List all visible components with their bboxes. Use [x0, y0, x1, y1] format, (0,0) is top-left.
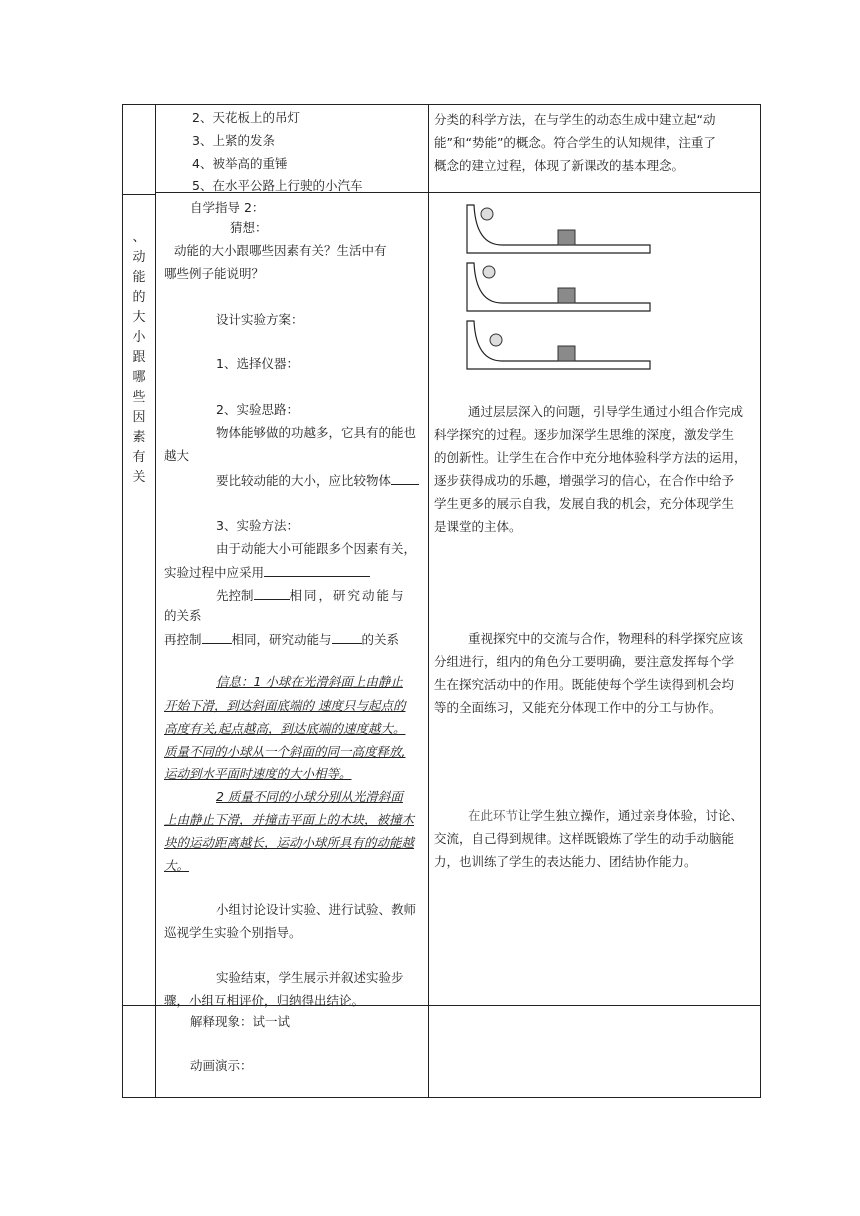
- ramp-experiment-illustration: [462, 200, 662, 372]
- ball-icon: [481, 208, 493, 220]
- method-text: 实验过程中应采用: [164, 565, 265, 580]
- control-text: 再控制: [164, 632, 202, 647]
- control-line: [164, 629, 399, 650]
- question-line: 动能的大小跟哪些因素有关？生活中有: [174, 243, 387, 258]
- discuss-line: 小组讨论设计实验、进行试验、教师: [216, 902, 417, 917]
- answer-blank: [254, 585, 290, 600]
- right-paragraph-line: 是课堂的主体。: [434, 519, 522, 534]
- column-divider-2: [428, 104, 429, 1098]
- prefix-text: 在此环节: [468, 808, 519, 823]
- ramp-diagram-1: [467, 205, 650, 253]
- idea-line: 越大: [164, 448, 190, 463]
- step-heading: 2、实验思路：: [216, 402, 299, 417]
- right-paragraph-line: 通过层层深入的问题，引导学生通过小组合作完成: [468, 404, 744, 419]
- guess-heading: 猜想：: [230, 220, 268, 235]
- side-char: 能: [132, 270, 146, 285]
- info-line: 上由静止下滑，并撞击平面上的木块，被撞木: [164, 812, 415, 827]
- idea-line: 物体能够做的功越多，它具有的能也: [216, 425, 417, 440]
- info-line: 高度有关,起点越高，到达底端的速度越大。: [164, 721, 406, 736]
- info-line: 信息：1 小球在光滑斜面上由静止: [216, 674, 403, 689]
- info-line: 大。: [164, 858, 190, 873]
- control-text: 相同，研究动能与: [231, 632, 332, 647]
- right-paragraph-line: 等的全面练习，又能充分体现工作中的分工与协作。: [434, 700, 722, 715]
- answer-blank: [202, 629, 232, 644]
- info-line: 开始下滑，到达斜面底端的 速度只与起点的: [164, 698, 406, 713]
- table-border-top: [122, 104, 761, 105]
- side-char: 、: [132, 230, 146, 245]
- row1-right-line: 能”和“势能”的概念。符合学生的认知规律，注重了: [434, 135, 716, 150]
- right-paragraph-line: 力，也训练了学生的表达能力、团结协作能力。: [434, 854, 697, 869]
- answer-blank: [391, 470, 419, 485]
- side-char: 哪: [132, 370, 146, 385]
- conclusion-line: 实验结束，学生展示并叙述实验步: [216, 970, 404, 985]
- ramp-diagram-3: [467, 321, 650, 369]
- row1-right-line: 概念的建立过程，体现了新课改的基本理念。: [434, 158, 685, 173]
- list-item: 3、上紧的发条: [192, 133, 275, 148]
- explain-heading: 解释现象：试一试: [190, 1014, 291, 1029]
- control-text: 先控制: [216, 588, 254, 603]
- info-line: 2 质量不同的小球分别从光滑斜面: [216, 789, 403, 804]
- info-line: 块的运动距离越长，运动小球所具有的动能越: [164, 835, 415, 850]
- control-text: 的关系: [361, 632, 400, 647]
- list-item: 5、在水平公路上行驶的小汽车: [192, 178, 363, 193]
- list-item: 4、被举高的重锤: [192, 156, 288, 171]
- answer-blank: [264, 562, 370, 577]
- side-char: 动: [132, 250, 146, 265]
- side-char: 有: [132, 450, 146, 465]
- method-line: [164, 562, 370, 583]
- design-heading: 设计实验方案：: [216, 312, 304, 327]
- control-line: [216, 585, 406, 606]
- control-text: 相同，研究动能与: [289, 588, 406, 603]
- row1-right-line: 分类的科学方法，在与学生的动态生成中建立起“动: [434, 112, 716, 127]
- discuss-line: 巡视学生实验个别指导。: [164, 925, 302, 940]
- guide-heading: 自学指导 2：: [190, 200, 265, 215]
- side-char: 小: [132, 330, 146, 345]
- right-paragraph-line: 重视探究中的交流与合作，物理科的科学探究应该: [468, 631, 744, 646]
- wood-block-icon: [558, 230, 575, 245]
- right-paragraph-line: 逐步获得成功的乐趣，增强学习的信心，在合作中给予: [434, 473, 735, 488]
- right-paragraph-line: 的创新性。让学生在合作中充分地体验科学方法的运用，: [434, 450, 747, 465]
- step-heading: 3、实验方法：: [216, 518, 299, 533]
- side-char: 跟: [132, 350, 146, 365]
- compare-line: [216, 470, 419, 491]
- table-border-bottom: [122, 1097, 761, 1098]
- conclusion-line: 骤，小组互相评价，归纳得出结论。: [164, 993, 365, 1008]
- side-char: 的: [132, 290, 146, 305]
- right-paragraph-line: 学生更多的展示自我，发展自我的机会，充分体现学生: [434, 496, 735, 511]
- list-item: 2、天花板上的吊灯: [192, 110, 300, 125]
- side-char: 些: [132, 390, 146, 405]
- right-paragraph-line: [468, 806, 743, 826]
- side-char: 因: [132, 410, 146, 425]
- table-border-right: [760, 104, 761, 1098]
- info-line: 质量不同的小球从一个斜面的同一高度释放,: [164, 744, 406, 759]
- right-paragraph-line: 交流，自己得到规律。这样既锻炼了学生的动手动脑能: [434, 831, 735, 846]
- question-line: 哪些例子能说明？: [164, 266, 265, 281]
- animation-heading: 动画演示：: [190, 1058, 253, 1073]
- right-paragraph-line: 生在探究活动中的作用。既能使每个学生读得到机会均: [434, 677, 735, 692]
- method-line: 由于动能大小可能跟多个因素有关，: [216, 541, 417, 556]
- wood-block-icon: [558, 288, 575, 303]
- ramp-diagram-2: [467, 263, 650, 311]
- ball-icon: [490, 334, 502, 346]
- control-line: 的关系: [164, 608, 202, 623]
- side-char: 关: [132, 470, 146, 485]
- side-vertical-title: [122, 228, 156, 488]
- info-line: 运动到水平面时速度的大小相等。: [164, 766, 352, 781]
- lesson-table: [122, 104, 761, 1098]
- compare-text: 要比较动能的大小，应比较物体: [216, 473, 392, 488]
- answer-blank: [332, 629, 362, 644]
- side-char: 素: [132, 430, 146, 445]
- right-paragraph-line: 分组进行，组内的角色分工要明确，要注意发挥每个学: [434, 654, 735, 669]
- right-paragraph-line: 科学探究的过程。逐步加深学生思维的深度，激发学生: [434, 427, 735, 442]
- side-char: 大: [132, 310, 146, 325]
- wood-block-icon: [558, 346, 575, 361]
- paragraph-text: 让学生独立操作，通过亲身体验，讨论、: [518, 808, 744, 823]
- ball-icon: [483, 266, 495, 278]
- row-divider-1-side: [122, 194, 156, 195]
- step-heading: 1、选择仪器：: [216, 356, 299, 371]
